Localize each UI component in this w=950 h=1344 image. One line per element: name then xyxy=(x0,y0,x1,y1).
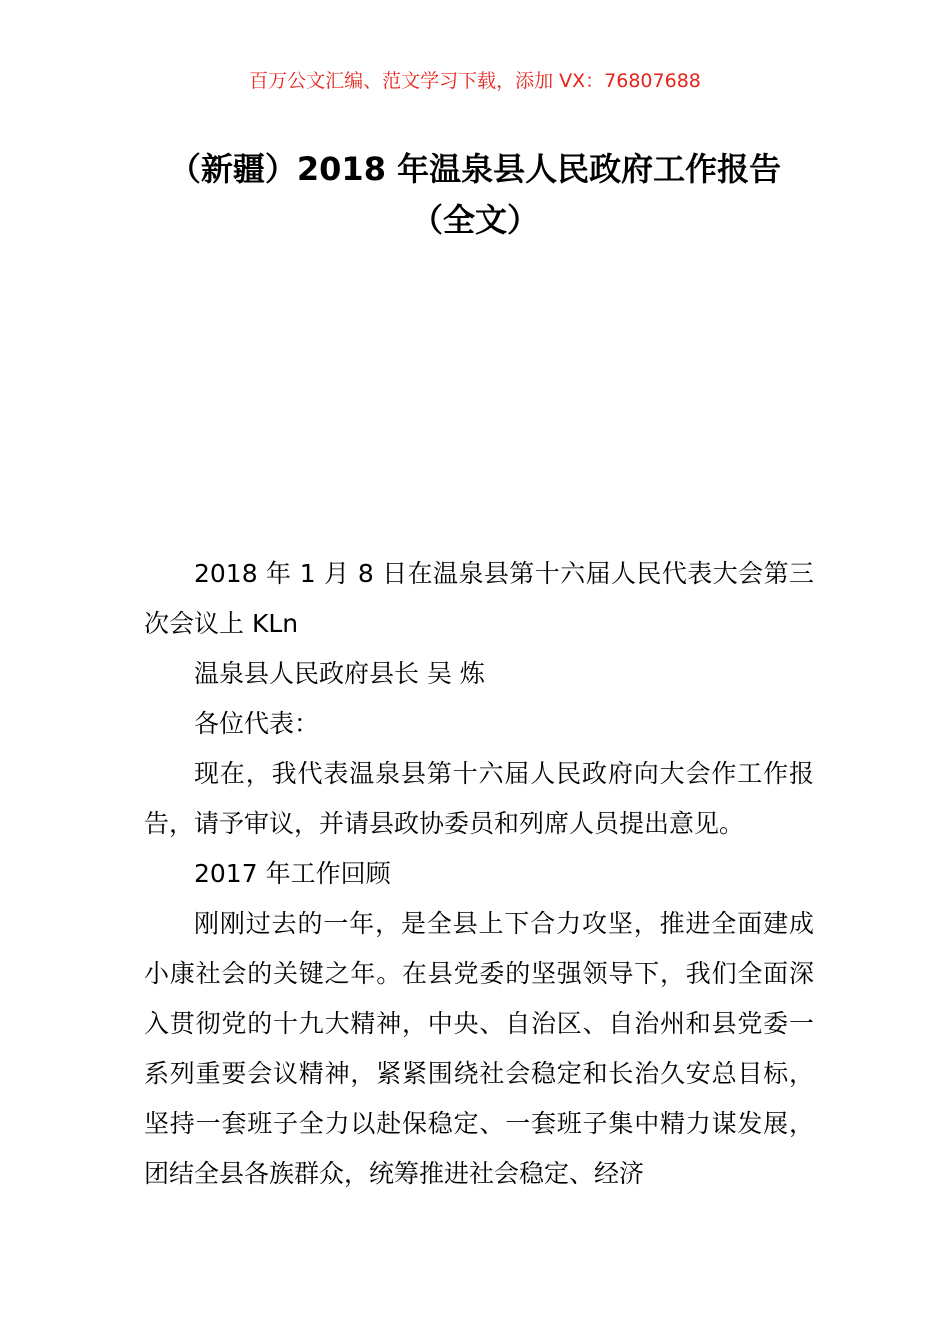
paragraph-intro: 现在，我代表温泉县第十六届人民政府向大会作工作报告，请予审议，并请县政协委员和列席人员提出意见。 xyxy=(144,759,814,838)
paragraph-review-body: 刚刚过去的一年，是全县上下合力攻坚，推进全面建成小康社会的关键之年。在县党委的坚强领导下，我们全面深入贯彻党的十九大精神，中央、自治区、自治州和县党委一系列重要会议精神，紧紧围绕社会稳定和长治久安总目标，坚持一套班子全力以赴保稳定、一套班子集中精力谋发展，团结全县各族群众，统筹推进社会稳定、经济 xyxy=(144,909,814,1188)
document-title-line-2: （全文） xyxy=(410,201,539,239)
header-promo-note: 百万公文汇编、范文学习下载，添加 VX：76807688 xyxy=(249,70,701,92)
paragraph-speaker: 温泉县人民政府县长 吴 炼 xyxy=(194,659,485,688)
document-title-line-1: （新疆）2018 年温泉县人民政府工作报告 xyxy=(168,150,782,188)
document-title xyxy=(90,144,860,246)
paragraph-salutation: 各位代表： xyxy=(194,709,320,738)
document-body xyxy=(144,549,814,1199)
section-heading-review: 2017 年工作回顾 xyxy=(194,859,391,888)
paragraph-meeting-info: 2018 年 1 月 8 日在温泉县第十六届人民代表大会第三次会议上 KLn xyxy=(144,559,814,638)
